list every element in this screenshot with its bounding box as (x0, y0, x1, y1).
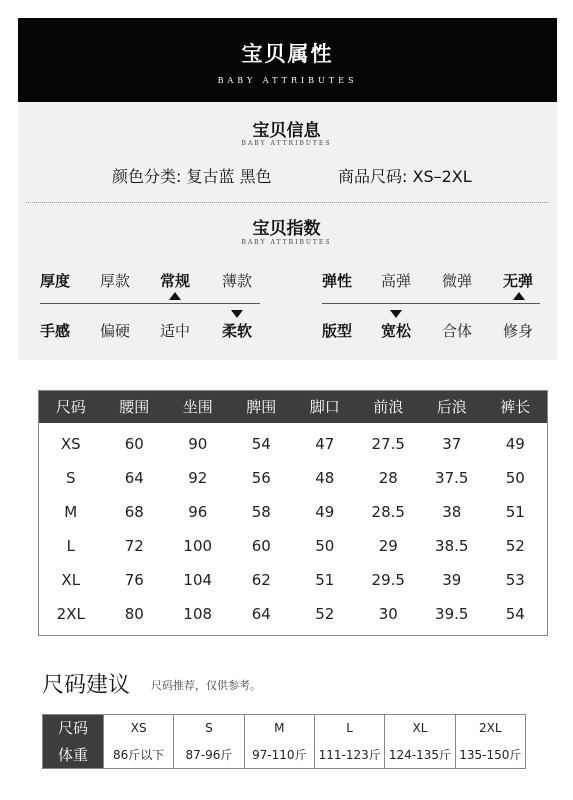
size-chart-header-cell: 后浪 (436, 398, 467, 416)
table-row (39, 597, 547, 631)
feel-option-medium: 适中 (160, 322, 191, 340)
size-chart-header-cell: 腰围 (119, 398, 150, 416)
attributes-header (18, 18, 557, 102)
thickness-option-thin: 薄款 (222, 272, 253, 290)
table-cell: XS (60, 435, 81, 453)
table-cell: 60 (251, 537, 271, 555)
feel-label: 手感 (40, 322, 71, 340)
table-cell: 37.5 (435, 469, 469, 487)
table-cell: 39 (442, 571, 462, 589)
table-cell: S (65, 469, 76, 487)
table-cell: 50 (315, 537, 335, 555)
size-weight-column (384, 715, 454, 768)
fit-option-loose: 宽松 (381, 322, 412, 340)
table-cell: 58 (251, 503, 271, 521)
table-cell: 37 (442, 435, 462, 453)
table-cell: 54 (505, 605, 525, 623)
table-cell: 51 (315, 571, 335, 589)
index-title: 宝贝指数 (252, 219, 321, 239)
fit-option-regular: 合体 (442, 322, 473, 340)
advice-size-cell: XL (412, 721, 428, 735)
thickness-option-thick: 厚款 (100, 272, 131, 290)
fit-selected-marker-icon (390, 310, 402, 318)
table-cell: 48 (315, 469, 335, 487)
table-cell: 2XL (56, 605, 85, 623)
size-weight-column (103, 715, 173, 768)
header-title: 宝贝属性 (241, 42, 334, 66)
elasticity-option-none: 无弹 (503, 272, 534, 290)
table-cell: 90 (188, 435, 208, 453)
table-cell: 76 (124, 571, 144, 589)
weight-row-label: 体重 (57, 746, 88, 764)
table-cell: XL (61, 571, 81, 589)
advice-weight-cell: 124-135斤 (388, 748, 452, 762)
table-cell: 38 (442, 503, 462, 521)
table-cell: 29.5 (371, 571, 405, 589)
elasticity-scale-line (322, 303, 540, 304)
elasticity-selected-marker-icon (513, 292, 525, 300)
product-size: 商品尺码: XS–2XL (338, 167, 472, 186)
table-cell: 30 (378, 605, 398, 623)
size-advice-title: 尺码建议 (42, 673, 131, 698)
table-cell: 29 (378, 537, 398, 555)
advice-weight-cell: 97-110斤 (252, 748, 307, 762)
table-cell: 54 (251, 435, 271, 453)
elasticity-option-high: 高弹 (381, 272, 412, 290)
size-chart-header-cell: 尺码 (55, 398, 86, 416)
table-cell: 80 (124, 605, 144, 623)
table-cell: 51 (505, 503, 525, 521)
table-cell: 39.5 (435, 605, 469, 623)
table-cell: 64 (124, 469, 144, 487)
size-weight-header-col (43, 715, 103, 768)
size-row-label: 尺码 (57, 719, 88, 737)
advice-size-cell: S (205, 721, 213, 735)
table-cell: 28 (378, 469, 398, 487)
advice-size-cell: 2XL (479, 721, 502, 735)
table-cell: 50 (505, 469, 525, 487)
size-chart-header-cell: 坐围 (182, 398, 213, 416)
advice-weight-cell: 87-96斤 (185, 748, 233, 762)
table-cell: L (66, 537, 75, 555)
size-weight-table (42, 714, 526, 769)
thickness-selected-marker-icon (169, 292, 181, 300)
fit-label: 版型 (322, 322, 353, 340)
color-category: 颜色分类: 复古蓝 黑色 (112, 167, 272, 186)
thickness-option-regular: 常规 (160, 272, 191, 290)
size-chart-header-cell: 脚口 (309, 398, 340, 416)
feel-option-hard: 偏硬 (100, 322, 131, 340)
advice-size-cell: XS (130, 721, 147, 735)
table-cell: 38.5 (435, 537, 469, 555)
table-cell: 28.5 (371, 503, 405, 521)
table-cell: 108 (183, 605, 213, 623)
table-row (39, 563, 547, 597)
table-row (39, 427, 547, 461)
size-chart-header-cell: 裤长 (500, 398, 531, 416)
size-chart-header-row (39, 391, 547, 423)
size-weight-column (173, 715, 243, 768)
table-cell: 68 (124, 503, 144, 521)
advice-size-cell: M (274, 721, 285, 735)
table-cell: 49 (505, 435, 525, 453)
size-chart-header-cell: 前浪 (373, 398, 404, 416)
size-advice-note: 尺码推荐，仅供参考。 (151, 679, 261, 692)
table-cell: 62 (251, 571, 271, 589)
table-cell: 52 (505, 537, 525, 555)
advice-weight-cell: 135-150斤 (459, 748, 522, 762)
section-divider (26, 202, 549, 203)
table-cell: 56 (251, 469, 271, 487)
size-chart-header-cell: 脾围 (246, 398, 277, 416)
table-cell: 49 (315, 503, 335, 521)
thickness-scale-line (40, 303, 260, 304)
table-cell: 96 (188, 503, 208, 521)
table-cell: 52 (315, 605, 335, 623)
table-row (39, 495, 547, 529)
table-cell: 100 (183, 537, 213, 555)
info-title: 宝贝信息 (252, 121, 321, 141)
header-subtitle: BABY ATTRIBUTES (217, 76, 358, 85)
fit-option-slim: 修身 (503, 322, 534, 340)
advice-size-cell: L (346, 721, 353, 735)
table-cell: 72 (124, 537, 144, 555)
table-cell: 27.5 (371, 435, 405, 453)
thickness-label: 厚度 (40, 272, 71, 290)
info-subtitle: BABY ATTRIBUTES (241, 140, 332, 147)
size-chart-body (39, 423, 547, 631)
table-row (39, 461, 547, 495)
advice-weight-cell: 86斤以下 (113, 748, 165, 762)
elasticity-option-slight: 微弹 (442, 272, 473, 290)
size-chart-table (38, 390, 548, 636)
advice-weight-cell: 111-123斤 (318, 748, 381, 762)
feel-option-soft: 柔软 (222, 322, 253, 340)
table-cell: 53 (505, 571, 525, 589)
table-cell: 60 (124, 435, 144, 453)
elasticity-label: 弹性 (322, 272, 353, 290)
index-subtitle: BABY ATTRIBUTES (241, 239, 332, 246)
table-cell: 92 (188, 469, 208, 487)
size-weight-column (455, 715, 525, 768)
table-cell: 104 (183, 571, 213, 589)
size-weight-column (244, 715, 314, 768)
size-weight-columns (103, 715, 525, 768)
table-cell: 47 (315, 435, 335, 453)
table-cell: 64 (251, 605, 271, 623)
size-weight-column (314, 715, 384, 768)
feel-selected-marker-icon (231, 310, 243, 318)
table-row (39, 529, 547, 563)
table-cell: M (64, 503, 78, 521)
